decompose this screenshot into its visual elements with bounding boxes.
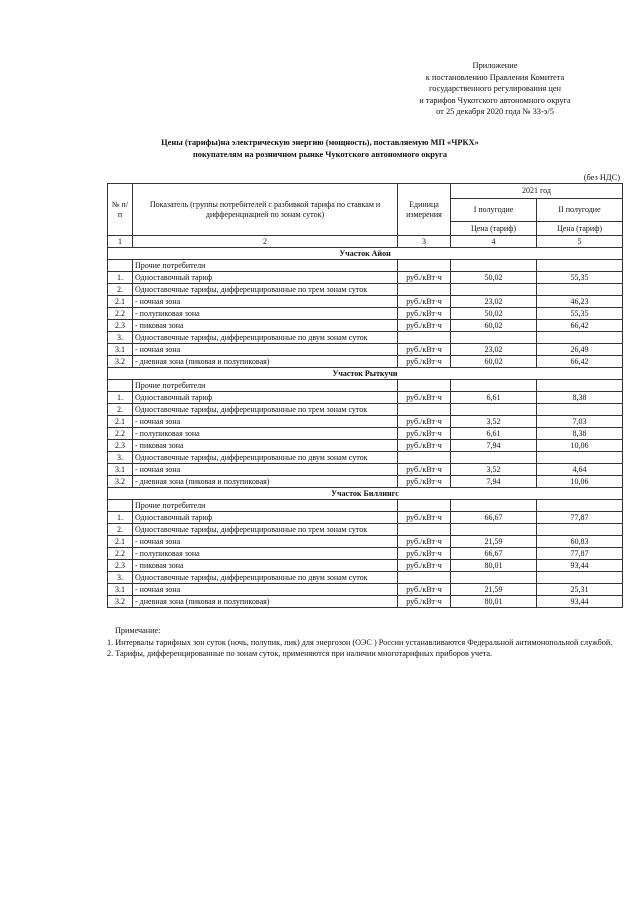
row-value-h2: 4,64 xyxy=(537,464,623,476)
table-row xyxy=(108,296,623,308)
row-unit xyxy=(398,572,451,584)
row-unit: руб./кВт·ч xyxy=(398,512,451,524)
row-unit: руб./кВт·ч xyxy=(398,320,451,332)
column-number: 5 xyxy=(537,236,623,248)
appendix-line: государственного регулирования цен xyxy=(428,84,562,94)
row-number xyxy=(108,380,133,392)
row-value-h2: 25,31 xyxy=(537,584,623,596)
row-number: 3. xyxy=(108,572,133,584)
table-row xyxy=(108,536,623,548)
row-number: 2.3 xyxy=(108,440,133,452)
table-row xyxy=(108,440,623,452)
section-row xyxy=(108,248,623,260)
row-label: - ночная зона xyxy=(133,464,398,476)
row-value-h1: 6,61 xyxy=(451,392,537,404)
row-number: 2.3 xyxy=(108,320,133,332)
table-row xyxy=(108,392,623,404)
row-value-h1: 66,67 xyxy=(451,512,537,524)
row-label: - дневная зона (пиковая и полупиковая) xyxy=(133,596,398,608)
header-indicator: Показатель (группы потребителей с разбивкой тарифа по ставкам и дифференциацией по зонам суток) xyxy=(133,184,398,236)
row-label: - ночная зона xyxy=(133,584,398,596)
row-label: Одноставочные тарифы, дифференцированные по двум зонам суток xyxy=(133,452,398,464)
row-value-h2 xyxy=(537,524,623,536)
row-label: Прочие потребители xyxy=(133,380,398,392)
row-value-h2: 77,87 xyxy=(537,512,623,524)
row-value-h2: 55,35 xyxy=(537,308,623,320)
column-number: 3 xyxy=(398,236,451,248)
row-label: Одноставочные тарифы, дифференцированные по трем зонам суток xyxy=(133,524,398,536)
row-label: - ночная зона xyxy=(133,296,398,308)
row-number: 1. xyxy=(108,272,133,284)
row-value-h2 xyxy=(537,332,623,344)
header-half2: II полугодие xyxy=(537,199,623,222)
row-number: 2.1 xyxy=(108,536,133,548)
row-unit xyxy=(398,524,451,536)
appendix-line: от 25 декабря 2020 года № 33-э/5 xyxy=(436,107,554,117)
row-label: - полупиковая зона xyxy=(133,428,398,440)
row-value-h2 xyxy=(537,572,623,584)
appendix-line: и тарифов Чукотского автономного округа xyxy=(419,95,571,105)
header-half1: I полугодие xyxy=(451,199,537,222)
document-title xyxy=(110,137,530,161)
row-value-h2 xyxy=(537,260,623,272)
row-label: Одноставочные тарифы, дифференцированные по трем зонам суток xyxy=(133,404,398,416)
row-value-h1: 60,02 xyxy=(451,356,537,368)
row-label: Одноставочные тарифы, дифференцированные по двум зонам суток xyxy=(133,572,398,584)
row-value-h1 xyxy=(451,500,537,512)
row-value-h2: 77,87 xyxy=(537,548,623,560)
row-value-h2: 10,06 xyxy=(537,476,623,488)
section-row xyxy=(108,368,623,380)
row-value-h1 xyxy=(451,284,537,296)
row-value-h1 xyxy=(451,452,537,464)
row-unit: руб./кВт·ч xyxy=(398,416,451,428)
row-number: 2.2 xyxy=(108,428,133,440)
row-number: 1. xyxy=(108,512,133,524)
table-row xyxy=(108,284,623,296)
table-row xyxy=(108,308,623,320)
table-row xyxy=(108,476,623,488)
column-number: 2 xyxy=(133,236,398,248)
note-item: 1. Интервалы тарифных зон суток (ночь, полупик, пик) для энергозон (ОЭС ) России устанавливаются Федеральной антимонопольной службой. xyxy=(107,637,613,647)
row-value-h2: 46,23 xyxy=(537,296,623,308)
header-price2: Цена (тариф) xyxy=(537,222,623,236)
table-row xyxy=(108,380,623,392)
row-label: - дневная зона (пиковая и полупиковая) xyxy=(133,476,398,488)
row-value-h1: 23,02 xyxy=(451,296,537,308)
row-label: - полупиковая зона xyxy=(133,548,398,560)
title-line: Цены (тарифы)на электрическую энергию (мощность), поставляемую МП «ЧРКХ» xyxy=(161,138,479,147)
row-value-h1: 50,02 xyxy=(451,272,537,284)
row-value-h2: 10,06 xyxy=(537,440,623,452)
row-value-h2: 66,42 xyxy=(537,320,623,332)
row-label: - пиковая зона xyxy=(133,320,398,332)
column-number: 1 xyxy=(108,236,133,248)
row-label: - дневная зона (пиковая и полупиковая) xyxy=(133,356,398,368)
appendix-line: Приложение xyxy=(472,61,518,70)
header-price1: Цена (тариф) xyxy=(451,222,537,236)
row-unit xyxy=(398,500,451,512)
row-number: 3.1 xyxy=(108,584,133,596)
row-value-h1: 3,52 xyxy=(451,416,537,428)
table-row xyxy=(108,584,623,596)
row-value-h2: 8,38 xyxy=(537,392,623,404)
row-number: 3.1 xyxy=(108,464,133,476)
row-label: Одноставочный тариф xyxy=(133,272,398,284)
row-number: 2. xyxy=(108,404,133,416)
row-value-h2 xyxy=(537,452,623,464)
row-unit: руб./кВт·ч xyxy=(398,344,451,356)
row-value-h2: 7,03 xyxy=(537,416,623,428)
row-unit: руб./кВт·ч xyxy=(398,308,451,320)
row-value-h1 xyxy=(451,380,537,392)
table-row xyxy=(108,344,623,356)
row-number xyxy=(108,260,133,272)
table-row xyxy=(108,272,623,284)
table-row xyxy=(108,464,623,476)
row-value-h2: 66,42 xyxy=(537,356,623,368)
row-value-h1 xyxy=(451,572,537,584)
table-row xyxy=(108,260,623,272)
row-unit xyxy=(398,404,451,416)
row-value-h2 xyxy=(537,284,623,296)
row-label: - пиковая зона xyxy=(133,560,398,572)
row-label: - ночная зона xyxy=(133,344,398,356)
row-label: - полупиковая зона xyxy=(133,308,398,320)
row-number: 3.2 xyxy=(108,356,133,368)
row-number: 2.1 xyxy=(108,296,133,308)
row-value-h1: 50,02 xyxy=(451,308,537,320)
row-value-h1: 80,01 xyxy=(451,560,537,572)
row-label: Одноставочные тарифы, дифференцированные по двум зонам суток xyxy=(133,332,398,344)
row-value-h1 xyxy=(451,332,537,344)
row-number: 3. xyxy=(108,452,133,464)
row-unit xyxy=(398,452,451,464)
header-year: 2021 год xyxy=(451,184,623,199)
row-value-h1: 21,59 xyxy=(451,584,537,596)
row-value-h2 xyxy=(537,404,623,416)
table-row xyxy=(108,596,623,608)
row-value-h1 xyxy=(451,524,537,536)
row-unit: руб./кВт·ч xyxy=(398,272,451,284)
row-label: - ночная зона xyxy=(133,536,398,548)
appendix-line: к постановлению Правления Комитета xyxy=(425,72,565,82)
row-number: 3.1 xyxy=(108,344,133,356)
row-label: Прочие потребители xyxy=(133,260,398,272)
title-line: покупателям на розничном рынке Чукотского автономного округа xyxy=(192,150,448,159)
row-value-h2: 55,35 xyxy=(537,272,623,284)
section-row xyxy=(108,488,623,500)
row-unit: руб./кВт·ч xyxy=(398,296,451,308)
row-value-h2: 8,38 xyxy=(537,428,623,440)
row-unit: руб./кВт·ч xyxy=(398,440,451,452)
row-value-h2: 93,44 xyxy=(537,596,623,608)
header-unit: Единица измерения xyxy=(398,184,451,236)
row-unit: руб./кВт·ч xyxy=(398,476,451,488)
row-value-h1: 7,94 xyxy=(451,440,537,452)
row-number: 2.2 xyxy=(108,548,133,560)
header-num: № п/п xyxy=(108,184,133,236)
section-title: Участок Рыткучи xyxy=(108,368,623,380)
table-row xyxy=(108,404,623,416)
row-label: - пиковая зона xyxy=(133,440,398,452)
row-unit xyxy=(398,284,451,296)
row-unit: руб./кВт·ч xyxy=(398,584,451,596)
table-row xyxy=(108,512,623,524)
table-row xyxy=(108,500,623,512)
row-label: Одноставочный тариф xyxy=(133,512,398,524)
row-label: - ночная зона xyxy=(133,416,398,428)
table-row xyxy=(108,560,623,572)
row-label: Одноставочные тарифы, дифференцированные по трем зонам суток xyxy=(133,284,398,296)
row-value-h1 xyxy=(451,260,537,272)
table-row xyxy=(108,548,623,560)
row-value-h1: 6,61 xyxy=(451,428,537,440)
row-unit xyxy=(398,332,451,344)
row-number: 3.2 xyxy=(108,476,133,488)
row-value-h2: 60,83 xyxy=(537,536,623,548)
notes-block xyxy=(107,625,627,660)
table-row xyxy=(108,428,623,440)
section-title: Участок Айон xyxy=(108,248,623,260)
row-unit: руб./кВт·ч xyxy=(398,392,451,404)
row-value-h1: 21,59 xyxy=(451,536,537,548)
row-value-h1: 66,67 xyxy=(451,548,537,560)
row-value-h1: 7,94 xyxy=(451,476,537,488)
table-row xyxy=(108,332,623,344)
row-label: Прочие потребители xyxy=(133,500,398,512)
row-value-h1: 80,01 xyxy=(451,596,537,608)
table-row xyxy=(108,416,623,428)
row-value-h2 xyxy=(537,380,623,392)
row-unit: руб./кВт·ч xyxy=(398,596,451,608)
row-number: 1. xyxy=(108,392,133,404)
row-number: 2.1 xyxy=(108,416,133,428)
table-row xyxy=(108,356,623,368)
row-unit xyxy=(398,260,451,272)
row-unit: руб./кВт·ч xyxy=(398,548,451,560)
row-value-h1 xyxy=(451,404,537,416)
table-row xyxy=(108,320,623,332)
tariff-table xyxy=(107,183,623,608)
row-unit: руб./кВт·ч xyxy=(398,464,451,476)
row-unit: руб./кВт·ч xyxy=(398,560,451,572)
notes-heading: Примечание: xyxy=(115,626,161,635)
note-item: 2. Тарифы, дифференцированные по зонам суток, применяются при наличии многотарифных приборов учета. xyxy=(107,649,493,658)
row-value-h1: 23,02 xyxy=(451,344,537,356)
row-value-h2 xyxy=(537,500,623,512)
row-unit: руб./кВт·ч xyxy=(398,536,451,548)
row-number: 3. xyxy=(108,332,133,344)
section-title: Участок Биллингс xyxy=(108,488,623,500)
row-value-h1: 60,02 xyxy=(451,320,537,332)
row-unit: руб./кВт·ч xyxy=(398,428,451,440)
table-row xyxy=(108,572,623,584)
row-number: 3.2 xyxy=(108,596,133,608)
row-unit: руб./кВт·ч xyxy=(398,356,451,368)
row-label: Одноставочный тариф xyxy=(133,392,398,404)
row-value-h1: 3,52 xyxy=(451,464,537,476)
row-number: 2.2 xyxy=(108,308,133,320)
row-number: 2. xyxy=(108,524,133,536)
row-number: 2.3 xyxy=(108,560,133,572)
row-number: 2. xyxy=(108,284,133,296)
row-number xyxy=(108,500,133,512)
table-row xyxy=(108,524,623,536)
column-number: 4 xyxy=(451,236,537,248)
row-unit xyxy=(398,380,451,392)
appendix-block xyxy=(380,60,610,118)
row-value-h2: 93,44 xyxy=(537,560,623,572)
vat-note: (без НДС) xyxy=(583,173,620,182)
row-value-h2: 26,49 xyxy=(537,344,623,356)
table-row xyxy=(108,452,623,464)
